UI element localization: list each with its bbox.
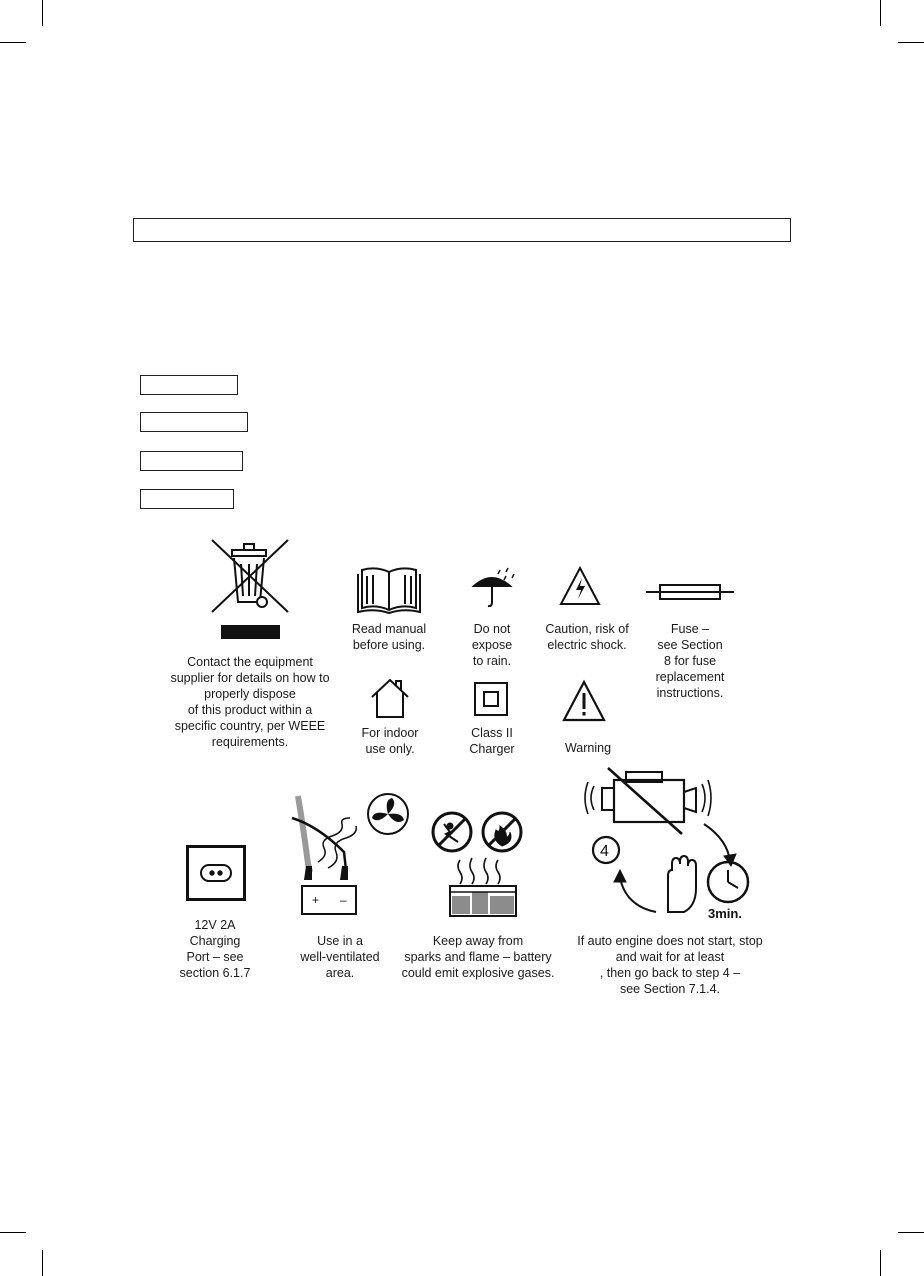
label-box-3 bbox=[140, 451, 243, 471]
caption-read-manual: Read manual before using. bbox=[351, 622, 427, 652]
caption-auto-engine: If auto engine does not start, stop and wait for at least , then go back to step 4 – see Section 7.1.4. bbox=[577, 934, 763, 996]
caption-port: 12V 2A Charging Port – see section 6.1.7 bbox=[179, 918, 251, 980]
caption-fuse: Fuse – see Section 8 for fuse replacement instructions. bbox=[655, 622, 725, 700]
heading-box bbox=[133, 218, 791, 242]
caption-class2: Class II Charger bbox=[469, 726, 515, 756]
label-box-1 bbox=[140, 375, 238, 395]
caption-ventilated: Use in a well-ventilated area. bbox=[300, 934, 380, 980]
weee-bin-icon bbox=[208, 536, 292, 616]
umbrella-rain-icon bbox=[470, 566, 518, 610]
warning-icon bbox=[562, 680, 606, 722]
no-sparks-flame-icon bbox=[430, 812, 530, 918]
battery-plus: + bbox=[312, 893, 320, 907]
house-indoor-icon bbox=[370, 677, 410, 719]
crop-mark bbox=[898, 42, 924, 43]
caption-indoor: For indoor use only. bbox=[361, 726, 419, 756]
class-ii-icon bbox=[474, 682, 508, 716]
label-box-4 bbox=[140, 489, 234, 509]
caption-warning: Warning bbox=[564, 741, 612, 755]
auto-engine-cycle-icon bbox=[586, 766, 760, 926]
crop-mark bbox=[880, 1250, 881, 1276]
electric-shock-icon bbox=[559, 566, 601, 606]
read-manual-icon bbox=[356, 566, 422, 614]
ventilation-battery-icon bbox=[288, 792, 418, 918]
caption-rain: Do not expose to rain. bbox=[471, 622, 513, 668]
crop-mark bbox=[42, 0, 43, 26]
fuse-icon bbox=[646, 582, 734, 602]
charging-port-icon bbox=[186, 845, 246, 901]
battery-minus: – bbox=[340, 893, 347, 907]
caption-shock: Caution, risk of electric shock. bbox=[545, 622, 629, 652]
caption-weee: Contact the equipment supplier for details on how to properly dispose of this product within a specific country, per WEEE requirements. bbox=[170, 655, 330, 749]
weee-black-bar bbox=[221, 625, 280, 639]
crop-mark bbox=[898, 1232, 924, 1233]
crop-mark bbox=[0, 42, 26, 43]
crop-mark bbox=[0, 1232, 26, 1233]
step-number: 4 bbox=[600, 843, 609, 860]
caption-sparks: Keep away from sparks and flame – battery could emit explosive gases. bbox=[401, 934, 555, 980]
crop-mark bbox=[42, 1250, 43, 1276]
wait-time-label: 3min. bbox=[708, 906, 742, 921]
label-box-2 bbox=[140, 412, 248, 432]
crop-mark bbox=[880, 0, 881, 26]
